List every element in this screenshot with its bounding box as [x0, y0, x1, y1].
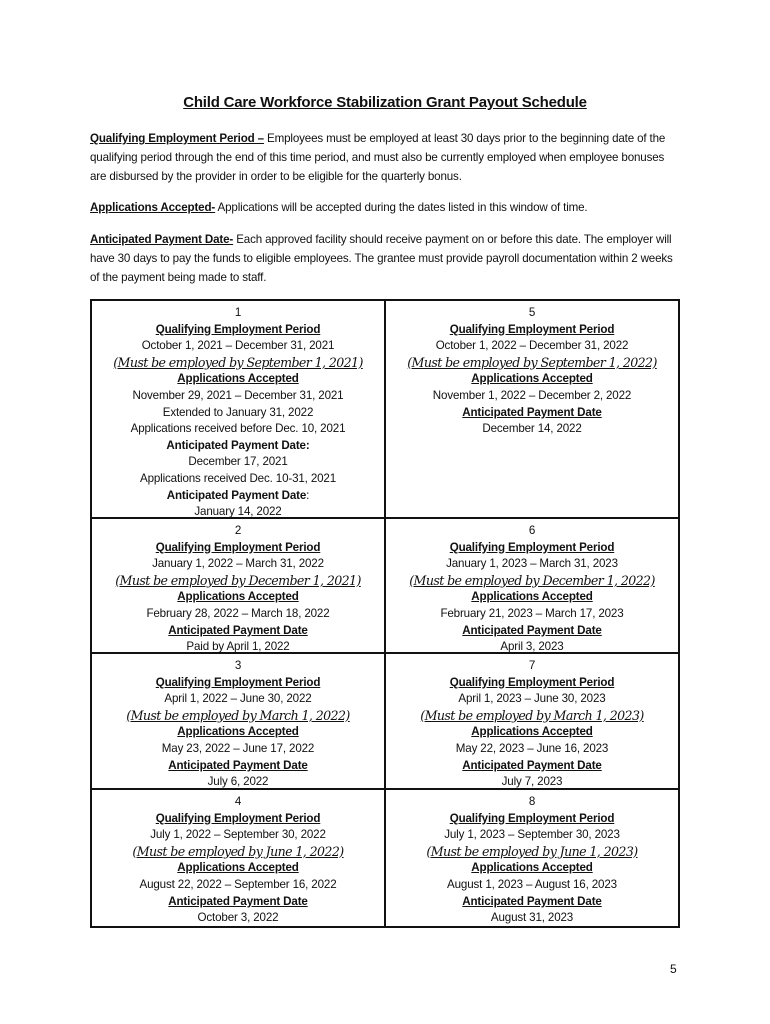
period-cell-5: [386, 301, 678, 517]
qualifying-period-heading: Qualifying Employment Period: [449, 540, 615, 554]
qualifying-period-heading: Qualifying Employment Period: [155, 322, 321, 336]
employment-requirement: (Must be employed by December 1, 2021): [115, 572, 361, 588]
employment-requirement: (Must be employed by September 1, 2021): [113, 354, 363, 370]
qualifying-period-dates: October 1, 2022 – December 31, 2022: [435, 339, 629, 353]
applications-accepted-dates: May 22, 2023 – June 16, 2023: [455, 741, 609, 755]
payment-date-heading: Anticipated Payment Date: [168, 894, 308, 908]
payment-date: October 3, 2022: [197, 911, 279, 925]
period-number: 4: [234, 795, 242, 808]
applications-accepted-paragraph: [90, 198, 682, 217]
period-number: 7: [528, 659, 536, 672]
qualifying-period-label: Qualifying Employment Period –: [90, 132, 264, 145]
applications-accepted-heading: Applications Accepted: [177, 590, 299, 604]
payment-date: April 3, 2023: [500, 640, 564, 654]
applications-accepted-dates: August 1, 2023 – August 16, 2023: [447, 877, 617, 891]
payment-date: July 7, 2023: [501, 775, 563, 789]
payment-date-heading: Anticipated Payment Date: [168, 623, 308, 637]
payment-date-heading: Anticipated Payment Date: [168, 758, 308, 772]
payment-date: Paid by April 1, 2022: [186, 640, 290, 654]
payment-date-heading: Anticipated Payment Date: [462, 758, 602, 772]
applications-accepted-heading: Applications Accepted: [471, 372, 593, 386]
received-window-note: Applications received Dec. 10-31, 2021: [139, 471, 337, 485]
qualifying-period-dates: January 1, 2022 – March 31, 2022: [152, 557, 324, 571]
qualifying-period-dates: July 1, 2022 – September 30, 2022: [150, 828, 326, 842]
payment-date-heading-line: [92, 488, 384, 505]
applications-accepted-heading: Applications Accepted: [471, 725, 593, 739]
period-cell-2: [92, 519, 386, 652]
schedule-row: [92, 654, 678, 790]
applications-accepted-text: Applications will be accepted during the dates listed in this window of time.: [215, 201, 588, 214]
extension-note: Extended to January 31, 2022: [162, 405, 314, 419]
period-cell-4: [92, 790, 386, 926]
qualifying-period-heading: Qualifying Employment Period: [449, 811, 615, 825]
applications-accepted-dates: August 22, 2022 – September 16, 2022: [139, 877, 337, 891]
qualifying-period-paragraph: [90, 129, 682, 186]
schedule-row: [92, 790, 678, 926]
period-number: 3: [234, 659, 242, 672]
applications-accepted-dates: May 23, 2022 – June 17, 2022: [161, 741, 315, 755]
period-cell-3: [92, 654, 386, 788]
payout-schedule-table: [90, 299, 680, 928]
payment-date-label: Anticipated Payment Date-: [90, 233, 234, 246]
qualifying-period-heading: Qualifying Employment Period: [449, 675, 615, 689]
period-number: 1: [234, 306, 242, 319]
payment-date: January 14, 2022: [194, 505, 282, 519]
qualifying-period-heading: Qualifying Employment Period: [155, 811, 321, 825]
page-number: 5: [670, 962, 677, 976]
payment-date-text: Each approved facility should receive payment on or before this date. The employer will have 30 days to pay the funds to eligible employees. The grantee must provide payroll documentation within 2 weeks of the payment being made to staff.: [90, 233, 673, 284]
period-number: 2: [234, 524, 242, 537]
payment-date: August 31, 2023: [490, 911, 574, 925]
employment-requirement: (Must be employed by September 1, 2022): [407, 354, 657, 370]
applications-accepted-heading: Applications Accepted: [177, 861, 299, 875]
period-cell-1: [92, 301, 386, 517]
qualifying-period-heading: Qualifying Employment Period: [449, 322, 615, 336]
period-number: 8: [528, 795, 536, 808]
payment-date: December 17, 2021: [188, 455, 288, 469]
payment-date-heading: Anticipated Payment Date: [462, 405, 602, 419]
period-cell-6: [386, 519, 678, 652]
applications-accepted-heading: Applications Accepted: [471, 861, 593, 875]
applications-accepted-dates: November 1, 2022 – December 2, 2022: [432, 388, 632, 402]
applications-accepted-label: Applications Accepted-: [90, 201, 216, 214]
qualifying-period-dates: October 1, 2021 – December 31, 2021: [141, 339, 335, 353]
employment-requirement: (Must be employed by March 1, 2023): [420, 707, 644, 723]
applications-accepted-dates: February 28, 2022 – March 18, 2022: [146, 606, 330, 620]
qualifying-period-text: Employees must be employed at least 30 days prior to the beginning date of the qualifying period through the end of this time period, and must also be currently employed when employee bonuses are disbursed by the provider in order to be eligible for the quarterly bonus.: [90, 132, 666, 183]
employment-requirement: (Must be employed by June 1, 2022): [132, 843, 344, 859]
period-cell-8: [386, 790, 678, 926]
page-title: Child Care Workforce Stabilization Grant Payout Schedule: [183, 94, 587, 111]
payment-date-paragraph: [90, 230, 682, 287]
period-number: 5: [528, 306, 536, 319]
applications-accepted-heading: Applications Accepted: [177, 372, 299, 386]
applications-accepted-heading: Applications Accepted: [471, 590, 593, 604]
heading-colon: :: [306, 488, 310, 502]
payment-date: December 14, 2022: [482, 422, 582, 436]
period-cell-7: [386, 654, 678, 788]
payment-date-heading: Anticipated Payment Date:: [166, 438, 310, 452]
employment-requirement: (Must be employed by March 1, 2022): [126, 707, 350, 723]
qualifying-period-dates: July 1, 2023 – September 30, 2023: [444, 828, 620, 842]
employment-requirement: (Must be employed by December 1, 2022): [409, 572, 655, 588]
schedule-row: [92, 519, 678, 654]
applications-accepted-dates: February 21, 2023 – March 17, 2023: [440, 606, 624, 620]
applications-accepted-dates: November 29, 2021 – December 31, 2021: [132, 388, 344, 402]
payment-date-heading: Anticipated Payment Date: [166, 488, 307, 502]
qualifying-period-heading: Qualifying Employment Period: [155, 540, 321, 554]
qualifying-period-dates: April 1, 2022 – June 30, 2022: [164, 692, 312, 706]
schedule-row: [92, 301, 678, 519]
payment-date-heading: Anticipated Payment Date: [462, 623, 602, 637]
employment-requirement: (Must be employed by June 1, 2023): [426, 843, 638, 859]
applications-accepted-heading: Applications Accepted: [177, 725, 299, 739]
period-number: 6: [528, 524, 536, 537]
qualifying-period-heading: Qualifying Employment Period: [155, 675, 321, 689]
qualifying-period-dates: April 1, 2023 – June 30, 2023: [458, 692, 606, 706]
payment-date: July 6, 2022: [207, 775, 269, 789]
payment-date-heading: Anticipated Payment Date: [462, 894, 602, 908]
qualifying-period-dates: January 1, 2023 – March 31, 2023: [446, 557, 618, 571]
received-window-note: Applications received before Dec. 10, 2021: [130, 422, 346, 436]
